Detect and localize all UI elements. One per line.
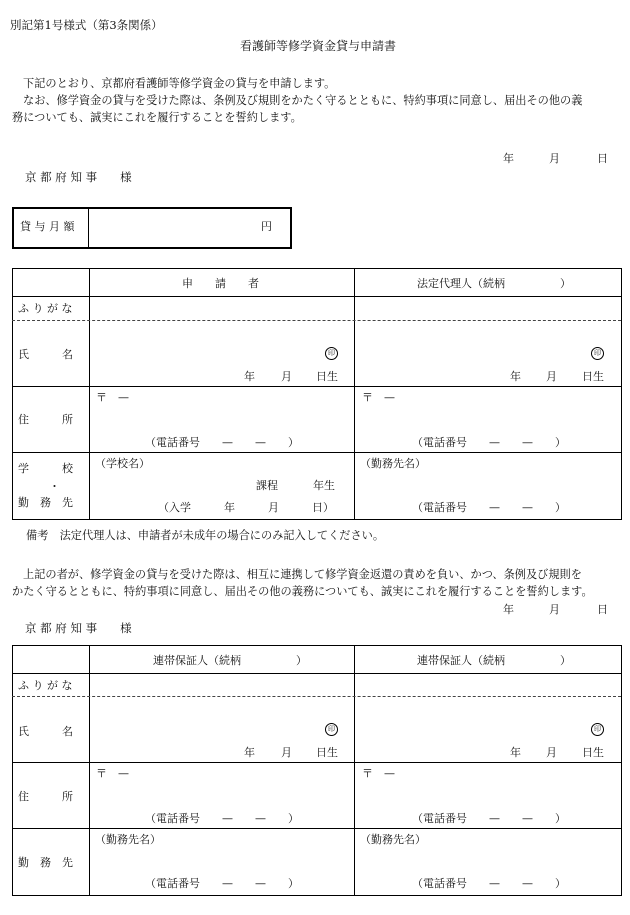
guarantee-line-2: かたく守るとともに、特約事項に同意し、届出その他の義務についても、誠実にこれを履行することを誓約します。 xyxy=(12,585,593,598)
guarantor2-seal: 印 xyxy=(591,723,604,736)
applicant-phone: （電話番号 — — ） xyxy=(145,436,299,449)
applicant-postal: 〒 — xyxy=(96,391,129,404)
applicant-name-field[interactable] xyxy=(91,322,316,362)
guardian-birth-month: 月 xyxy=(546,370,557,383)
date-year: 年 xyxy=(503,152,514,165)
date2-year: 年 xyxy=(503,603,514,616)
guardian-furigana-field[interactable] xyxy=(356,298,619,319)
guarantor1-phone: （電話番号 — — ） xyxy=(145,812,299,825)
guarantee-line-1: 上記の者が、修学資金の貸与を受けた際は、相互に連携して修学資金返還の責めを負い、かつ、条例及び規則を xyxy=(23,568,582,581)
guarantor-name-label: 氏 名 xyxy=(18,725,73,738)
guardian-birth-day: 日生 xyxy=(582,370,604,383)
course-label: 課程 xyxy=(256,479,278,492)
guardian-work-phone: （電話番号 — — ） xyxy=(412,501,566,514)
guardian-birth-year: 年 xyxy=(510,370,521,383)
guarantor1-birth-month: 月 xyxy=(281,746,292,759)
guarantor1-birth-year: 年 xyxy=(244,746,255,759)
date2-day: 日 xyxy=(597,603,608,616)
col-guarantor-1: 連帯保証人（続柄 ） xyxy=(153,654,307,667)
form-number: 別記第1号様式（第3条関係） xyxy=(10,18,163,32)
loan-amount-label: 貸 与 月 額 xyxy=(20,220,75,233)
guarantor1-furigana-field[interactable] xyxy=(91,675,353,695)
guardian-workplace-caption: （勤務先名） xyxy=(360,457,426,470)
intro-text xyxy=(12,75,624,126)
remark: 備考 法定代理人は、申請者が未成年の場合にのみ記入してください。 xyxy=(26,529,385,542)
grade-label: 年生 xyxy=(313,479,335,492)
guarantor2-name-field[interactable] xyxy=(356,698,581,738)
school-label-3: 勤 務 先 xyxy=(18,496,73,509)
guardian-workplace-field[interactable] xyxy=(356,472,619,496)
guardian-seal: 印 xyxy=(591,347,604,360)
guarantor1-workplace-caption: （勤務先名） xyxy=(95,833,161,846)
col-guardian: 法定代理人（続柄 ） xyxy=(417,277,571,290)
applicant-birth-year: 年 xyxy=(244,370,255,383)
guarantor1-seal: 印 xyxy=(325,723,338,736)
guarantor2-birth-month: 月 xyxy=(546,746,557,759)
form-title: 看護師等修学資金貸与申請書 xyxy=(240,39,397,53)
address-label: 住 所 xyxy=(18,413,73,426)
intro-line-2: なお、修学資金の貸与を受けた際は、条例及び規則をかたく守るとともに、特約事項に同意し、届出その他の義 xyxy=(23,94,583,107)
addressee: 京 都 府 知 事 様 xyxy=(25,170,132,184)
guardian-phone: （電話番号 — — ） xyxy=(412,436,566,449)
applicant-birth-month: 月 xyxy=(281,370,292,383)
applicant-address-field[interactable] xyxy=(91,405,353,433)
guarantor2-work-phone: （電話番号 — — ） xyxy=(412,877,566,890)
furigana-label: ふ り が な xyxy=(18,302,73,315)
school-name-caption: （学校名） xyxy=(95,457,150,470)
guarantor2-postal: 〒 — xyxy=(362,767,395,780)
guarantor1-workplace-field[interactable] xyxy=(91,848,353,872)
guarantor2-phone: （電話番号 — — ） xyxy=(412,812,566,825)
applicant-furigana-field[interactable] xyxy=(91,298,353,319)
intro-line-1: 下記のとおり、京都府看護師等修学資金の貸与を申請します。 xyxy=(23,77,336,90)
applicant-seal: 印 xyxy=(325,347,338,360)
col-guarantor-2: 連帯保証人（続柄 ） xyxy=(417,654,571,667)
guarantor2-workplace-field[interactable] xyxy=(356,848,619,872)
guarantor2-workplace-caption: （勤務先名） xyxy=(360,833,426,846)
loan-amount-unit: 円 xyxy=(261,220,272,233)
applicant-birth-day: 日生 xyxy=(316,370,338,383)
guarantor2-birth-year: 年 xyxy=(510,746,521,759)
date2-month: 月 xyxy=(549,603,560,616)
guarantor1-birth-day: 日生 xyxy=(316,746,338,759)
guarantor-work-label: 勤 務 先 xyxy=(18,856,73,869)
guarantor1-work-phone: （電話番号 — — ） xyxy=(145,877,299,890)
guarantor1-postal: 〒 — xyxy=(96,767,129,780)
admission-date: （入学 年 月 日） xyxy=(158,501,334,514)
intro-line-3: 務についても、誠実にこれを履行することを誓約します。 xyxy=(12,111,302,124)
loan-amount-field[interactable] xyxy=(90,209,250,245)
date-month: 月 xyxy=(549,152,560,165)
guardian-name-field[interactable] xyxy=(356,322,581,362)
guarantor2-address-field[interactable] xyxy=(356,781,619,809)
col-applicant: 申 請 者 xyxy=(182,277,259,290)
guarantee-text xyxy=(12,566,624,600)
guarantor-furigana-label: ふ り が な xyxy=(18,679,73,692)
guarantor2-furigana-field[interactable] xyxy=(356,675,619,695)
date-day: 日 xyxy=(597,152,608,165)
guarantor2-birth-day: 日生 xyxy=(582,746,604,759)
guarantor-address-label: 住 所 xyxy=(18,790,73,803)
addressee-2: 京 都 府 知 事 様 xyxy=(25,621,132,635)
guarantor1-name-field[interactable] xyxy=(91,698,316,738)
school-label-1: 学 校 xyxy=(18,462,73,475)
guardian-postal: 〒 — xyxy=(362,391,395,404)
school-label-2: ・ xyxy=(49,480,60,493)
name-label: 氏 名 xyxy=(18,348,73,361)
guardian-address-field[interactable] xyxy=(356,405,619,433)
guarantor1-address-field[interactable] xyxy=(91,781,353,809)
